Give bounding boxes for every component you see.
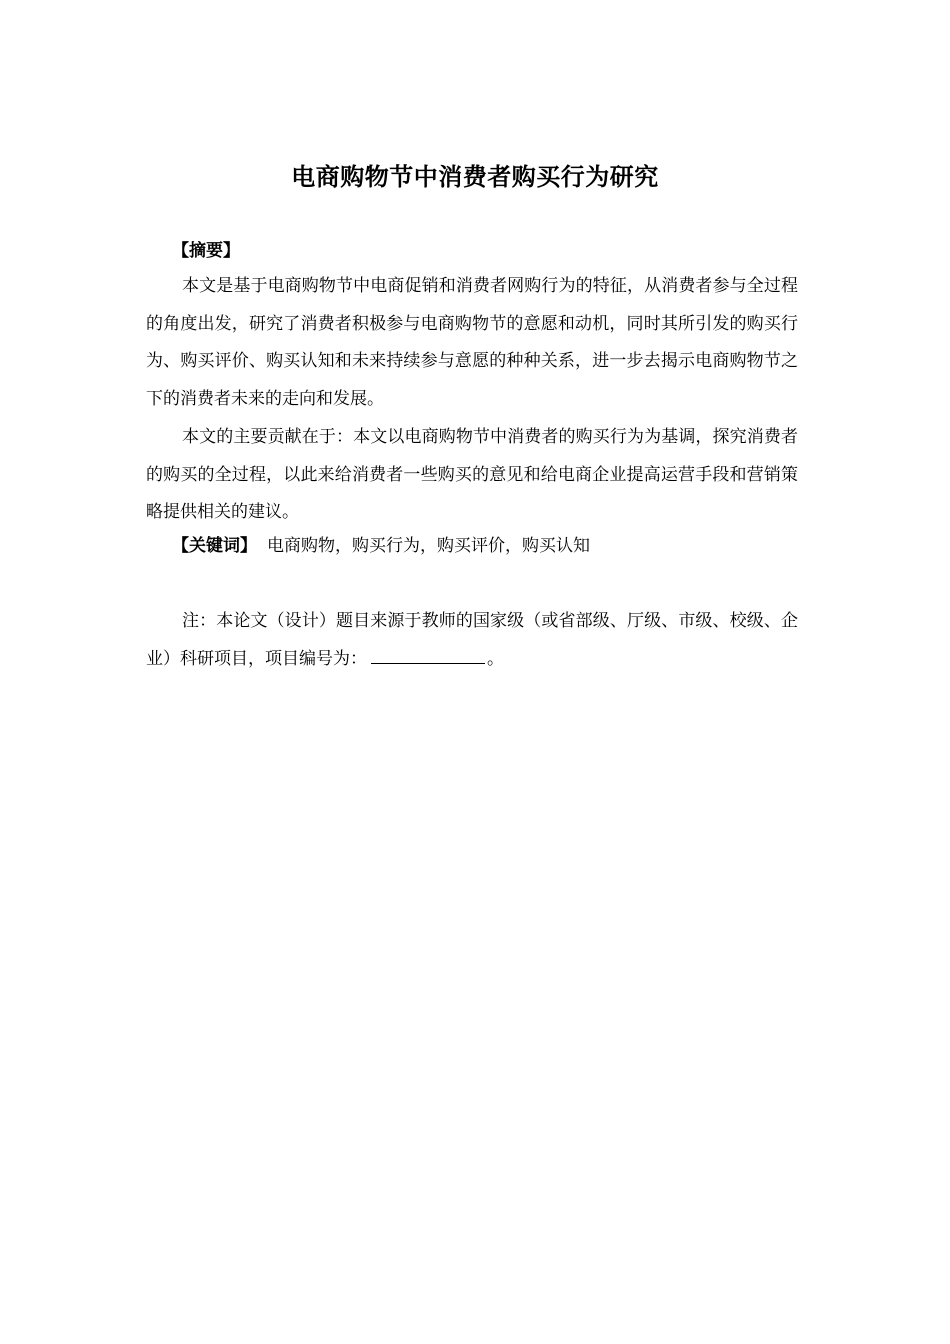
abstract-heading: 【摘要】 [172, 241, 240, 261]
source-note-end: 。 [487, 648, 504, 669]
document-title: 电商购物节中消费者购买行为研究 [291, 163, 659, 191]
project-number-blank [371, 645, 485, 664]
keywords-label: 【关键词】 [172, 536, 257, 556]
abstract-paragraph-1: 本文是基于电商购物节中电商促销和消费者网购行为的特征，从消费者参与全过程的角度出发，研究了消费者积极参与电商购物节的意愿和动机，同时其所引发的购买行为、购买评价、购买认知和未来持续参与意愿的种种关系，进一步去揭示电商购物节之下的消费者未来的走向和发展。 [146, 276, 798, 409]
source-note-text: 注：本论文（设计）题目来源于教师的国家级（或省部级、厅级、市级、校级、企业）科研项目，项目编号为： [146, 611, 798, 669]
abstract-paragraph-2: 本文的主要贡献在于：本文以电商购物节中消费者的购买行为为基调，探究消费者的购买的全过程，以此来给消费者一些购买的意见和给电商企业提高运营手段和营销策略提供相关的建议。 [146, 427, 798, 522]
source-note [146, 603, 798, 678]
keywords-text: 电商购物，购买行为，购买评价，购买认知 [267, 536, 590, 556]
keywords-line [172, 533, 590, 559]
